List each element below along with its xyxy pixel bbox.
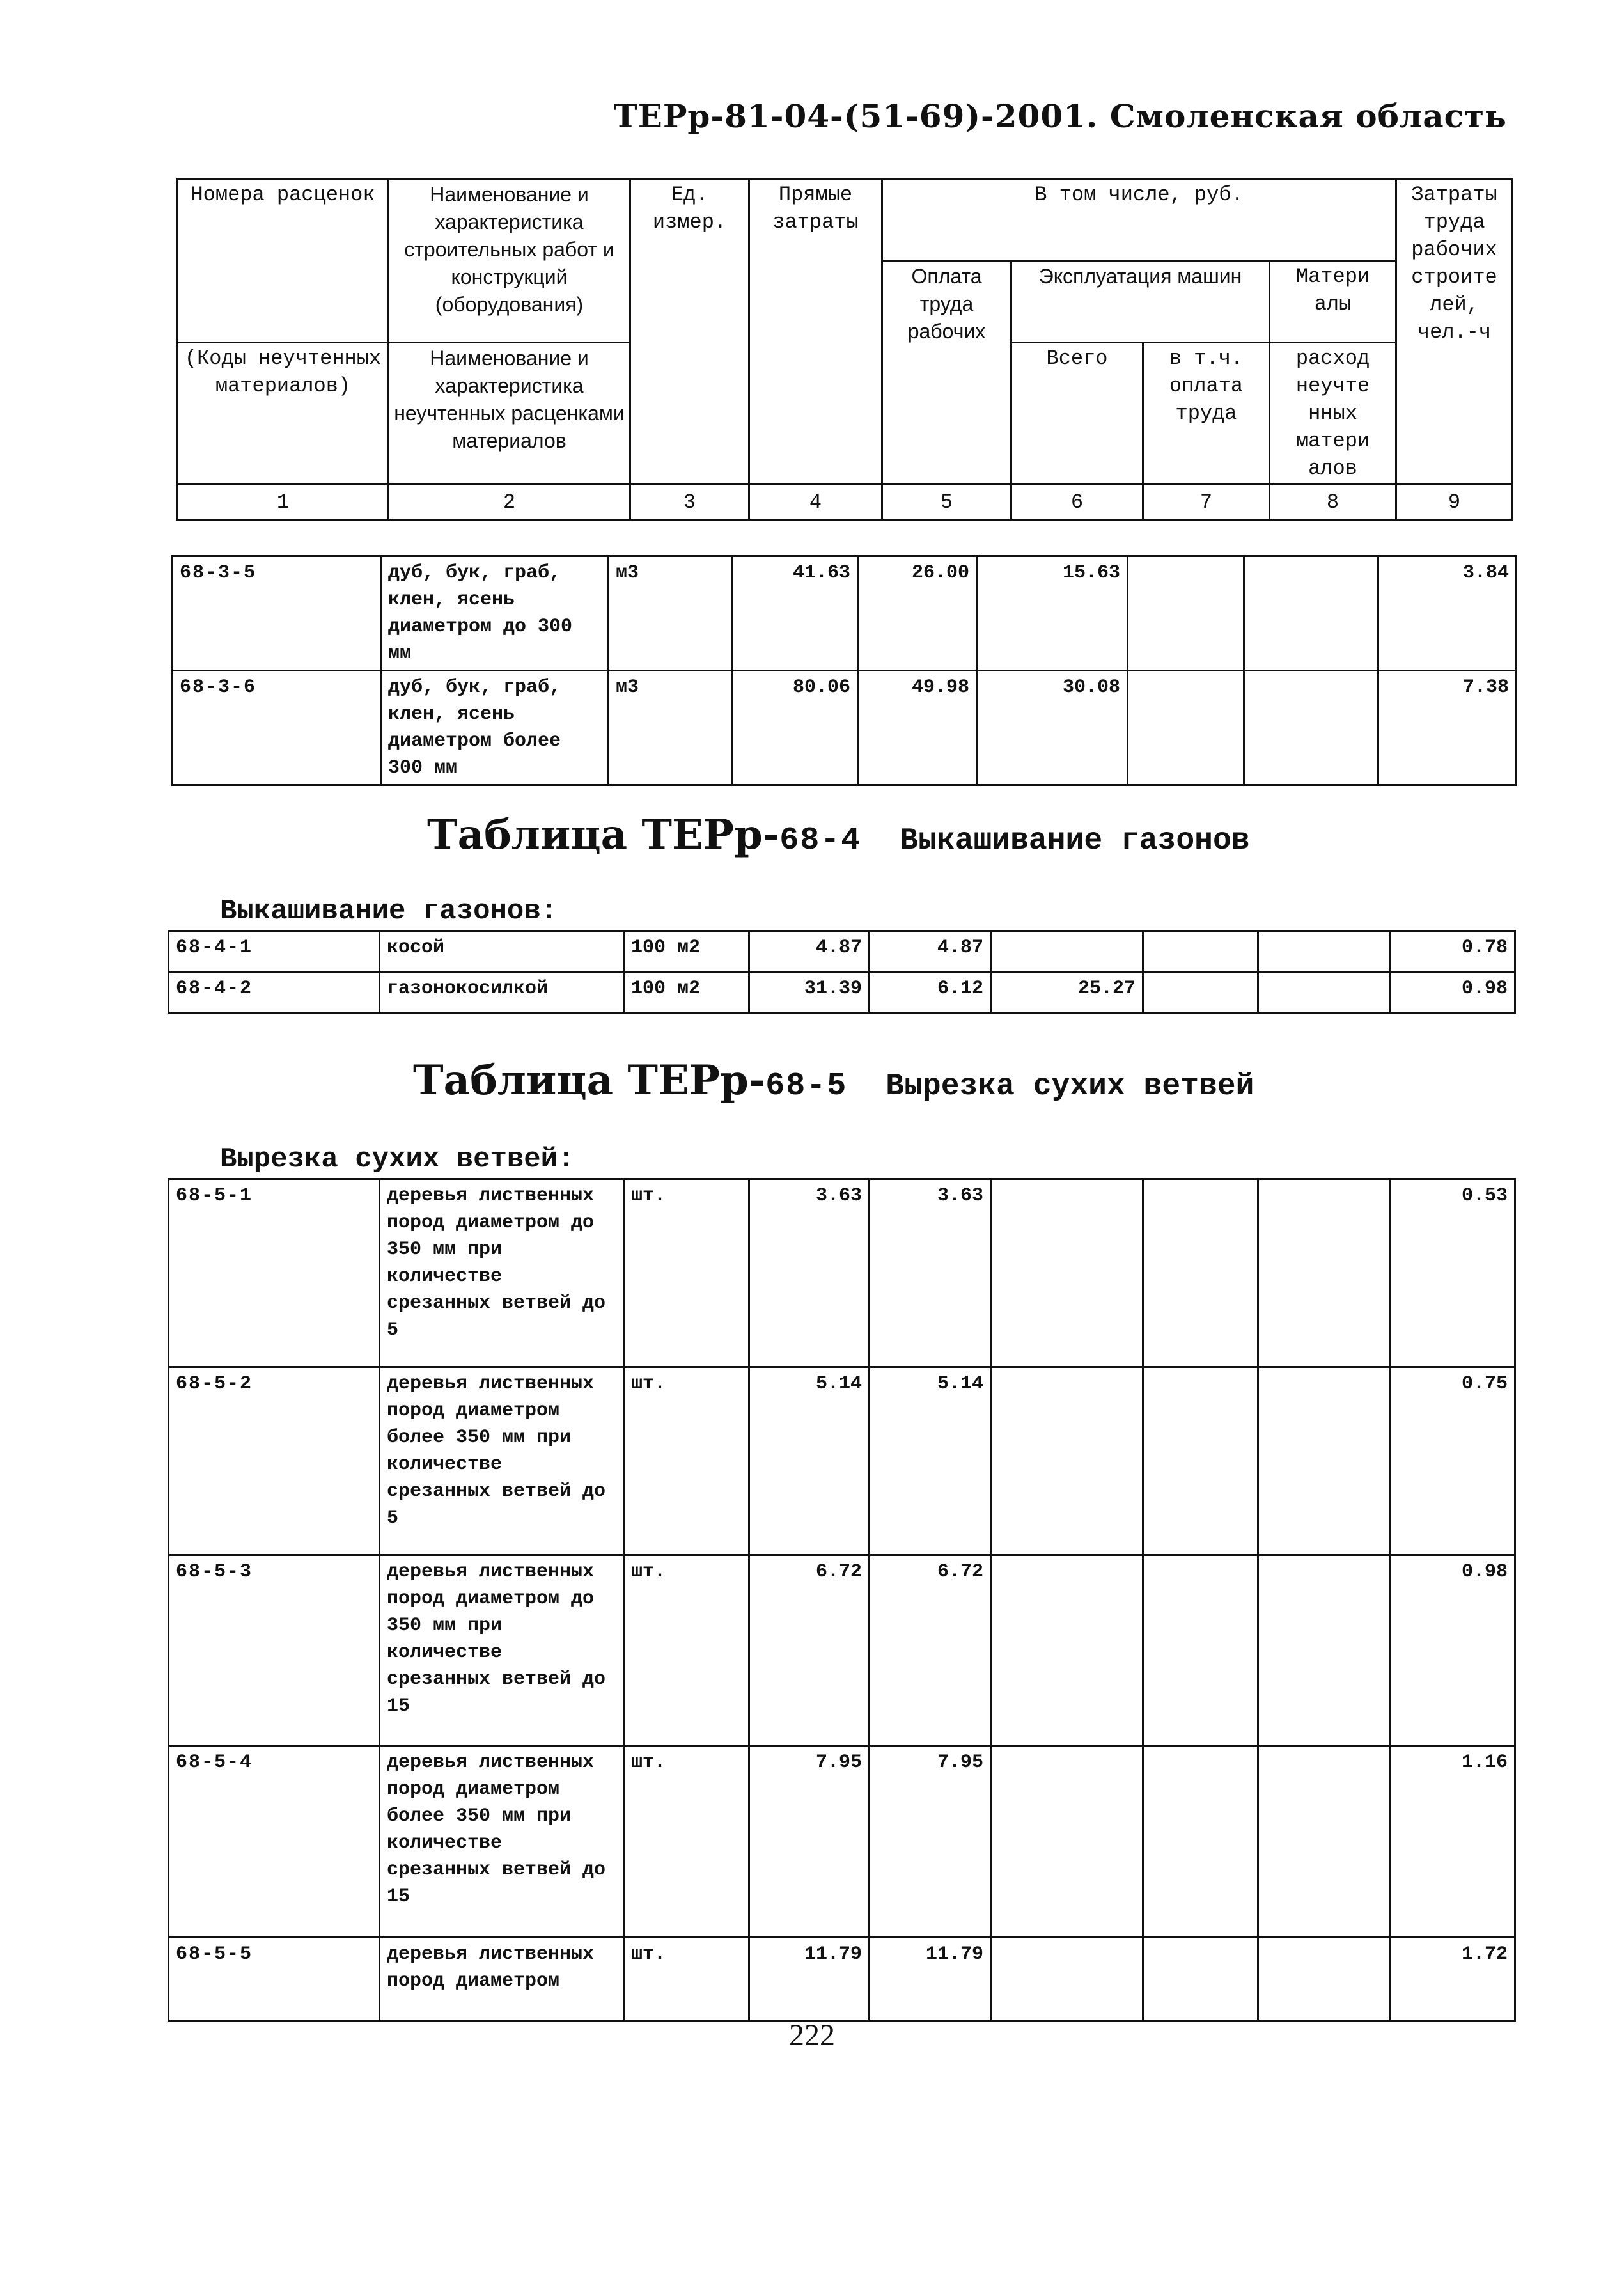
machines-labor: [1143, 1555, 1258, 1746]
rates-table-68-5: [168, 1178, 1516, 2022]
table-row: [169, 1555, 1515, 1746]
header-unit: Ед. измер.: [630, 179, 749, 485]
machines-labor: [1143, 1938, 1258, 2021]
section-title-prefix: Таблица ТЕРр-: [427, 811, 780, 859]
column-number: 6: [1011, 485, 1143, 521]
table-row: [173, 671, 1517, 785]
group-label: Выкашивание газонов:: [220, 895, 558, 927]
materials: [1258, 1555, 1390, 1746]
rate-code: 68-5-1: [169, 1179, 380, 1367]
page-header: ТЕРр-81-04-(51-69)-2001. Смоленская область: [613, 97, 1507, 135]
unit: шт.: [624, 1367, 749, 1555]
work-description: деревья лиственных пород диаметром более 350 мм при количестве срезанных ветвей до 15: [380, 1746, 624, 1938]
table-row: [173, 556, 1517, 671]
column-number: 8: [1270, 485, 1396, 521]
labor-hours: 0.75: [1390, 1367, 1515, 1555]
work-description: газонокосилкой: [380, 972, 624, 1013]
machines-labor: [1143, 1179, 1258, 1367]
machines-total: 25.27: [991, 972, 1143, 1013]
work-description: деревья лиственных пород диаметром до 350 мм при количестве срезанных ветвей до 5: [380, 1179, 624, 1367]
machines-total: [991, 1938, 1143, 2021]
header-direct-costs: Прямые затраты: [749, 179, 882, 485]
labor-pay: 7.95: [870, 1746, 991, 1938]
labor-pay: 26.00: [858, 556, 977, 671]
labor-hours: 1.16: [1390, 1746, 1515, 1938]
materials: [1258, 1746, 1390, 1938]
machines-labor: [1143, 931, 1258, 972]
materials: [1258, 1938, 1390, 2021]
header-codes: Номера расценок: [178, 179, 389, 343]
section-title-68-5: [413, 1056, 1254, 1104]
section-subtitle: Выкашивание газонов: [900, 824, 1250, 858]
labor-hours: 0.98: [1390, 1555, 1515, 1746]
materials: [1244, 556, 1378, 671]
column-number: 2: [389, 485, 630, 521]
machines-labor: [1143, 1367, 1258, 1555]
materials: [1258, 972, 1390, 1013]
table-row: [169, 1746, 1515, 1938]
materials: [1258, 931, 1390, 972]
materials: [1258, 1367, 1390, 1555]
rate-code: 68-5-4: [169, 1746, 380, 1938]
unit: шт.: [624, 1555, 749, 1746]
rates-table-68-3: [171, 555, 1517, 786]
table-row: [169, 1367, 1515, 1555]
machines-labor: [1143, 972, 1258, 1013]
header-materials: Матери алы: [1270, 261, 1396, 343]
column-number: 4: [749, 485, 882, 521]
section-title-prefix: Таблица ТЕРр-: [413, 1056, 766, 1104]
machines-total: 30.08: [977, 671, 1128, 785]
labor-pay: 49.98: [858, 671, 977, 785]
labor-pay: 6.12: [870, 972, 991, 1013]
rate-code: 68-4-1: [169, 931, 380, 972]
direct-costs: 11.79: [749, 1938, 870, 2021]
direct-costs: 80.06: [733, 671, 858, 785]
unit: 100 м2: [624, 931, 749, 972]
direct-costs: 4.87: [749, 931, 870, 972]
section-code: 68-5: [765, 1068, 848, 1104]
table-row: [169, 1938, 1515, 2021]
column-number: 9: [1396, 485, 1513, 521]
labor-hours: 1.72: [1390, 1938, 1515, 2021]
machines-labor: [1128, 671, 1244, 785]
unit: шт.: [624, 1746, 749, 1938]
work-description: деревья лиственных пород диаметром более 350 мм при количестве срезанных ветвей до 5: [380, 1367, 624, 1555]
labor-pay: 3.63: [870, 1179, 991, 1367]
column-number: 7: [1143, 485, 1270, 521]
direct-costs: 41.63: [733, 556, 858, 671]
machines-total: [991, 1367, 1143, 1555]
table-row: [169, 972, 1515, 1013]
rate-code: 68-3-6: [173, 671, 381, 785]
labor-pay: 6.72: [870, 1555, 991, 1746]
machines-total: [991, 1179, 1143, 1367]
labor-hours: 0.53: [1390, 1179, 1515, 1367]
labor-pay: 5.14: [870, 1367, 991, 1555]
rate-code: 68-5-3: [169, 1555, 380, 1746]
direct-costs: 5.14: [749, 1367, 870, 1555]
labor-hours: 7.38: [1378, 671, 1517, 785]
header-unaccounted-codes: (Коды неучтенных материалов): [178, 343, 389, 485]
header-machines-total: Всего: [1011, 343, 1143, 485]
rates-table-68-4: [168, 930, 1516, 1014]
direct-costs: 31.39: [749, 972, 870, 1013]
unit: шт.: [624, 1179, 749, 1367]
header-work-name: Наименование и характеристика строительных работ и конструкций (оборудования): [389, 179, 630, 343]
unit: 100 м2: [624, 972, 749, 1013]
table-row: [169, 931, 1515, 972]
labor-pay: 11.79: [870, 1938, 991, 2021]
materials: [1244, 671, 1378, 785]
page-number: 222: [789, 2018, 835, 2052]
labor-hours: 0.78: [1390, 931, 1515, 972]
column-number: 3: [630, 485, 749, 521]
column-number: 1: [178, 485, 389, 521]
section-title-68-4: [427, 811, 1250, 859]
rate-code: 68-3-5: [173, 556, 381, 671]
machines-total: [991, 931, 1143, 972]
direct-costs: 6.72: [749, 1555, 870, 1746]
machines-total: 15.63: [977, 556, 1128, 671]
rate-code: 68-5-2: [169, 1367, 380, 1555]
header-labor-pay: Оплата труда рабочих: [882, 261, 1011, 485]
rate-code: 68-4-2: [169, 972, 380, 1013]
direct-costs: 7.95: [749, 1746, 870, 1938]
direct-costs: 3.63: [749, 1179, 870, 1367]
rate-code: 68-5-5: [169, 1938, 380, 2021]
header-including: В том числе, руб.: [882, 179, 1396, 261]
header-labor-hours: Затраты труда рабочих строите лей, чел.-ч: [1396, 179, 1513, 485]
work-description: дуб, бук, граб, клен, ясень диаметром до 300 мм: [381, 556, 609, 671]
header-unaccounted-names: Наименование и характеристика неучтенных расценками материалов: [389, 343, 630, 485]
header-machines-labor: в т.ч. оплата труда: [1143, 343, 1270, 485]
materials: [1258, 1179, 1390, 1367]
machines-labor: [1143, 1746, 1258, 1938]
group-label: Вырезка сухих ветвей:: [220, 1143, 575, 1175]
column-header-table: [176, 178, 1513, 521]
work-description: дуб, бук, граб, клен, ясень диаметром более 300 мм: [381, 671, 609, 785]
work-description: деревья лиственных пород диаметром: [380, 1938, 624, 2021]
labor-pay: 4.87: [870, 931, 991, 972]
work-description: косой: [380, 931, 624, 972]
section-code: 68-4: [779, 822, 862, 859]
machines-total: [991, 1746, 1143, 1938]
labor-hours: 0.98: [1390, 972, 1515, 1013]
column-number: 5: [882, 485, 1011, 521]
labor-hours: 3.84: [1378, 556, 1517, 671]
table-row: [169, 1179, 1515, 1367]
unit: шт.: [624, 1938, 749, 2021]
machines-labor: [1128, 556, 1244, 671]
header-materials-usage: расход неучте нных матери алов: [1270, 343, 1396, 485]
machines-total: [991, 1555, 1143, 1746]
work-description: деревья лиственных пород диаметром до 350 мм при количестве срезанных ветвей до 15: [380, 1555, 624, 1746]
header-machines: Эксплуатация машин: [1011, 261, 1270, 343]
section-subtitle: Вырезка сухих ветвей: [886, 1069, 1254, 1104]
unit: м3: [609, 556, 733, 671]
unit: м3: [609, 671, 733, 785]
